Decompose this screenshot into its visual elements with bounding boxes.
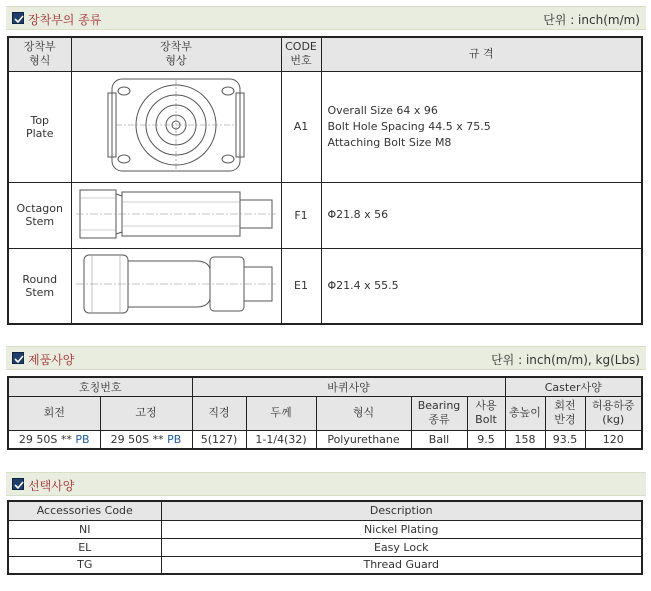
table-row [8,182,642,248]
accessory-section-bar [6,472,646,496]
header-mount-shape: 장착부 형상 [71,37,281,71]
mount-type-cell: Octagon Stem [8,182,71,248]
description-cell: Thread Guard [161,556,642,574]
wheel-type-cell: Polyurethane [316,430,411,449]
unit-label: 단위 : inch(m/m) [543,13,640,27]
code-cell: A1 [281,71,321,182]
spec-cell: Overall Size 64 x 96 Bolt Hole Spacing 44.5 x 75.5 Attaching Bolt Size M8 [321,71,642,182]
header-wheel-group: 바퀴사양 [192,377,505,396]
table-header-row [8,501,642,520]
header-model-group: 호칭번호 [8,377,192,396]
table-header-row [8,37,642,71]
mount-section-bar [6,6,646,30]
checkbox-arrow-icon [12,478,24,490]
header-mount-type: 장착부 형식 [8,37,71,71]
header-height: 총높이 [505,396,545,430]
header-description: Description [161,501,642,520]
code-cell: F1 [281,182,321,248]
header-rigid: 고정 [100,396,192,430]
table-row [8,538,642,556]
diameter-cell: 5(127) [192,430,246,449]
bolt-cell: 9.5 [467,430,505,449]
header-diameter: 직경 [192,396,246,430]
rigid-model-cell: 29 50S ** PB [100,430,192,449]
table-row [8,556,642,574]
header-caster-group: Caster사양 [505,377,642,396]
accessory-code-cell: TG [8,556,161,574]
header-code: CODE 번호 [281,37,321,71]
header-wheel-type: 형식 [316,396,411,430]
header-thickness: 두께 [246,396,316,430]
spec-cell: Φ21.8 x 56 [321,182,642,248]
table-row [8,520,642,538]
spec-cell: Φ21.4 x 55.5 [321,248,642,324]
header-spec: 규 격 [321,37,642,71]
section-title: 선택사양 [28,479,75,493]
top-plate-drawing [71,71,281,182]
table-header-row [8,396,642,430]
product-section-bar [6,346,646,370]
accessory-table [7,500,643,575]
bearing-cell: Ball [411,430,467,449]
product-spec-table [7,376,643,450]
header-swivel: 회전 [8,396,100,430]
load-cell: 120 [585,430,642,449]
description-cell: Easy Lock [161,538,642,556]
table-row [8,248,642,324]
checkbox-arrow-icon [12,12,24,24]
description-cell: Nickel Plating [161,520,642,538]
accessory-code-cell: EL [8,538,161,556]
radius-cell: 93.5 [545,430,585,449]
unit-label: 단위 : inch(m/m), kg(Lbs) [491,353,640,367]
swivel-model-cell: 29 50S ** PB [8,430,100,449]
header-bearing: Bearing 종류 [411,396,467,430]
round-stem-drawing [71,248,281,324]
accessory-code-cell: NI [8,520,161,538]
mount-type-cell: Round Stem [8,248,71,324]
checkbox-arrow-icon [12,352,24,364]
header-load: 허용하중 (kg) [585,396,642,430]
header-accessory-code: Accessories Code [8,501,161,520]
table-row [8,430,642,449]
header-radius: 회전 반경 [545,396,585,430]
code-cell: E1 [281,248,321,324]
height-cell: 158 [505,430,545,449]
thickness-cell: 1-1/4(32) [246,430,316,449]
mount-type-cell: Top Plate [8,71,71,182]
table-row [8,71,642,182]
header-bolt: 사용 Bolt [467,396,505,430]
section-title: 장착부의 종류 [28,13,102,27]
octagon-stem-drawing [71,182,281,248]
mount-type-table [7,36,643,325]
table-group-header-row [8,377,642,396]
section-title: 제품사양 [28,353,75,367]
